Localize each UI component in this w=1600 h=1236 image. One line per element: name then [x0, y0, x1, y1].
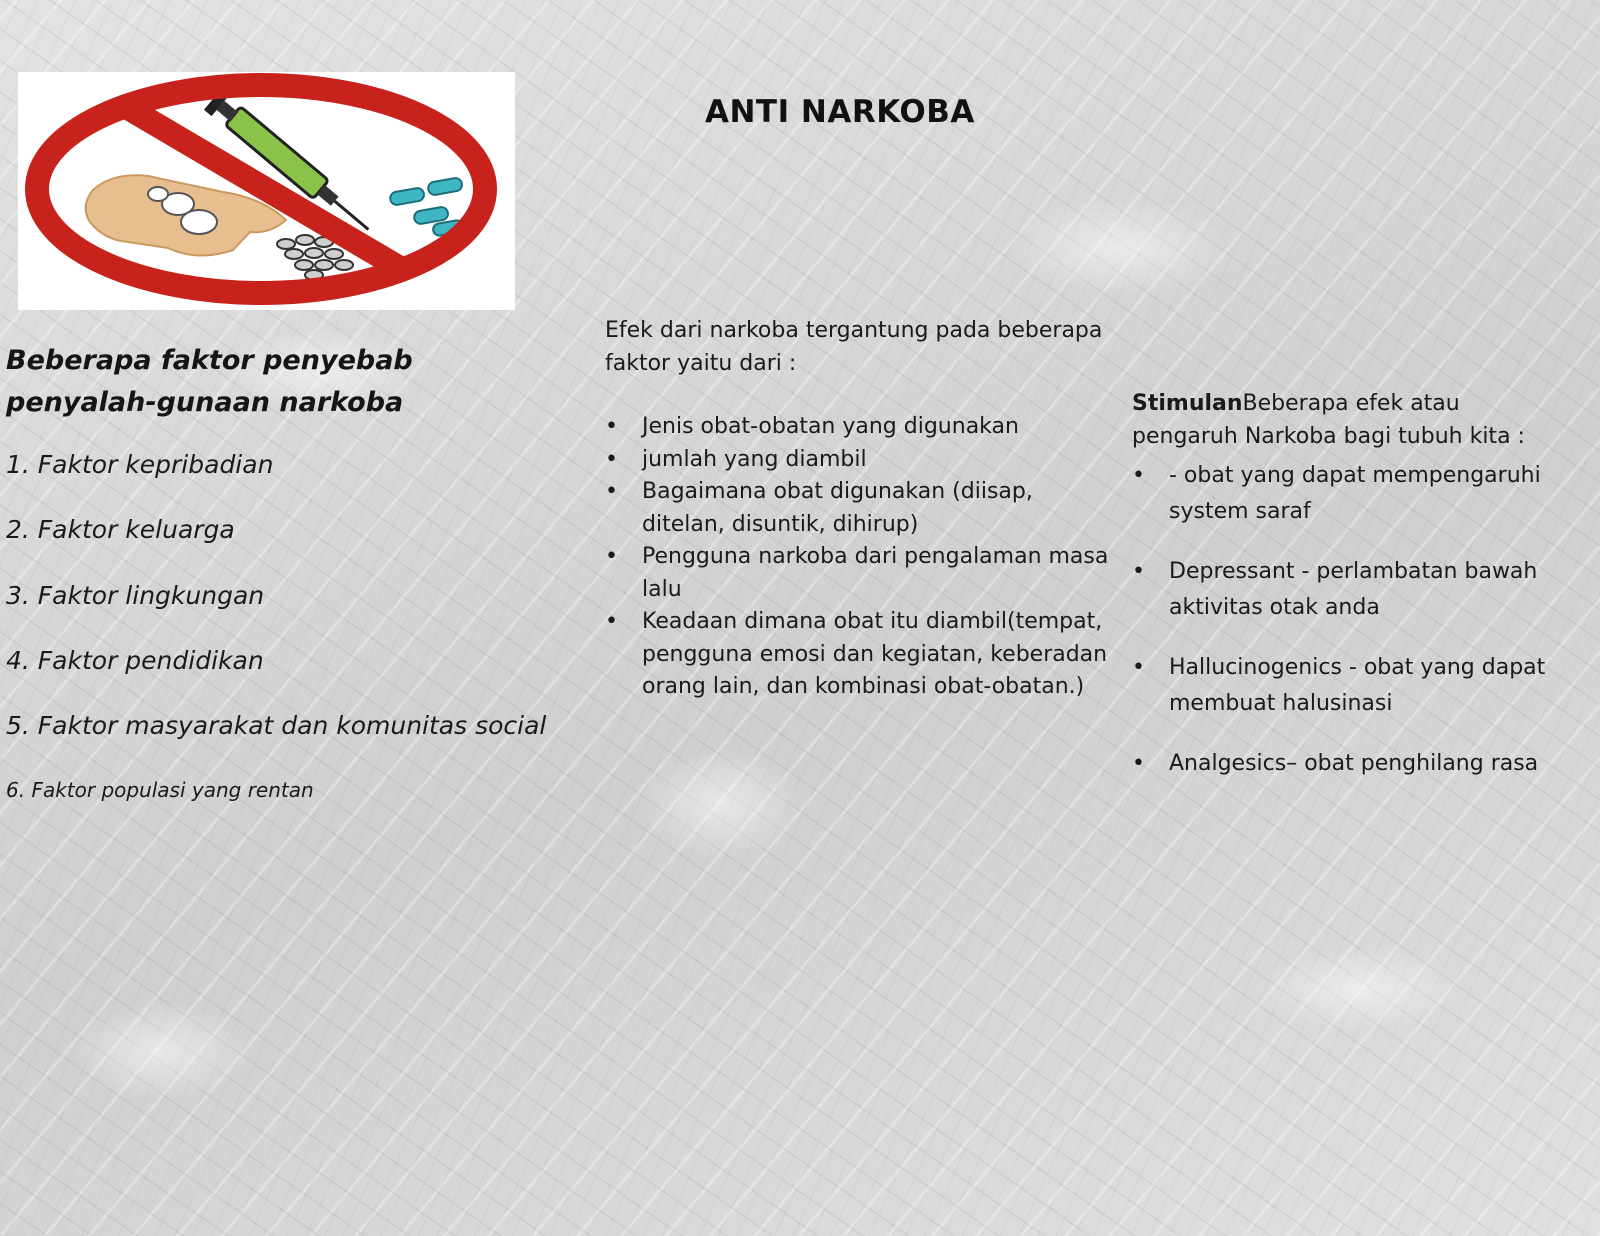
list-item: • Bagaimana obat digunakan (diisap, ditelan, disuntik, dihirup) [605, 476, 1115, 541]
factor-item: 6. Faktor populasi yang rentan [6, 778, 314, 802]
list-item: • Depressant - perlambatan bawah aktivitas otak anda [1132, 554, 1572, 626]
list-item: • jumlah yang diambil [605, 444, 1115, 477]
causes-heading: Beberapa faktor penyebab penyalah-gunaan narkoba [6, 345, 413, 418]
factor-item: 1. Faktor kepribadian [6, 450, 274, 479]
list-item: • - obat yang dapat mempengaruhi system saraf [1132, 458, 1572, 530]
effects-factor-list [605, 411, 1115, 704]
list-item: • Keadaan dimana obat itu diambil(tempat, pengguna emosi dan kegiatan, keberadan orang lain, dan kombinasi obat-obatan.) [605, 606, 1115, 704]
list-item: • Analgesics– obat penghilang rasa [1132, 746, 1572, 782]
drug-effects-intro-text: Beberapa efek atau pengaruh Narkoba bagi tubuh kita : [1132, 391, 1525, 449]
factor-item: 4. Faktor pendidikan [6, 646, 264, 675]
factor-item: 3. Faktor lingkungan [6, 581, 265, 610]
list-item: • Pengguna narkoba dari pengalaman masa lalu [605, 541, 1115, 606]
drug-types-list [1132, 458, 1572, 806]
stimulan-label: Stimulan [1132, 391, 1243, 416]
effects-intro: Efek dari narkoba tergantung pada beberapa faktor yaitu dari : [605, 318, 1103, 376]
no-drugs-sign-icon [18, 72, 515, 310]
list-item: • Jenis obat-obatan yang digunakan [605, 411, 1115, 444]
list-item: • Hallucinogenics - obat yang dapat membuat halusinasi [1132, 650, 1572, 722]
drug-effects-intro [1132, 387, 1572, 453]
factor-item: 2. Faktor keluarga [6, 515, 235, 544]
no-drugs-logo [18, 72, 515, 310]
page-title: ANTI NARKOBA [705, 94, 975, 130]
factor-item: 5. Faktor masyarakat dan komunitas social [6, 711, 547, 740]
